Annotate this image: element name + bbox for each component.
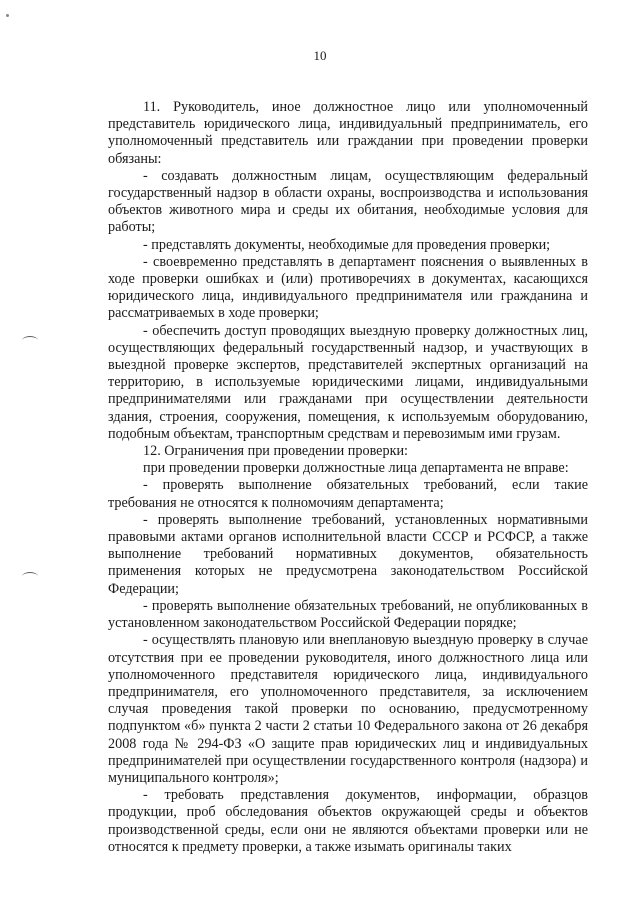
list-item-submit-documents: - представлять документы, необходимые для проведения проверки; — [143, 236, 551, 253]
scan-mark-top — [22, 336, 38, 345]
list-item-absence-inspection: - осуществлять плановую или внеплановую выездную проверку в случае отсутствия при ее проведении руководителя, иного должностного лица или уполномоченного представителя юридического лица, индивидуального предпринимателя, его уполномоченного представителя, за исключением случая проведения такой проверки по основанию, предусмотренному подпунктом «б» пункта 2 части 2 статьи 10 Федерального закона от 26 декабря 2008 года № 294-ФЗ «О защите прав юридических лиц и индивидуальных предпринимателей при осуществлении государственного контроля (надзора) и муниципального контроля»; — [108, 632, 588, 786]
list-item-explanations: - своевременно представлять в департамент пояснения о выявленных в ходе проверки ошибках и (или) противоречиях в документах, касающихся юридического лица, индивидуального предпринимателя или гражданина и рассматриваемых в ходе проверки; — [108, 253, 588, 322]
page-number: 10 — [313, 48, 327, 63]
list-item-ussr-acts: - проверять выполнение требований, установленных нормативными правовыми актами органов исполнительной власти СССР и РСФСР, а также выполнение требований нормативных документов, обязательность применения которых не предусмотрена законодательством Российской Федерации; — [108, 511, 588, 597]
list-item-check-mandatory: - проверять выполнение обязательных требований, если такие требования не относятся к полномочиям департамента; — [108, 477, 588, 511]
document-body — [108, 99, 588, 856]
list-item-provide-access: - обеспечить доступ проводящих выездную проверку должностных лиц, осуществляющих федеральный государственный надзор, и участвующих в выездной проверке экспертов, представителей экспертных организаций на территорию, в используемые юридическими лицами, индивидуальными предпринимателями или гражданами при осуществлении деятельности здания, строения, сооружения, помещения, к используемым оборудованию, подобным объектам, транспортным средствам и перевозимым ими грузам. — [108, 322, 588, 442]
list-item-unpublished: - проверять выполнение обязательных требований, не опубликованных в установленном законодательством Российской Федерации порядке; — [108, 597, 588, 632]
scan-speck — [6, 14, 9, 17]
list-item-request-documents: - требовать представления документов, информации, образцов продукции, проб обследования объектов окружающей среды и объектов производственной среды, если они не являются объектами проверки или не относятся к предмету проверки, а также изымать оригиналы таких — [108, 787, 588, 855]
scan-mark-bottom — [22, 572, 38, 581]
paragraph-12-heading: 12. Ограничения при проведении проверки: — [143, 443, 408, 460]
list-item-create-conditions: - создавать должностным лицам, осуществляющим федеральный государственный надзор в области охраны, воспроизводства и использования объектов животного мира и среды их обитания, необходимые условия для работы; — [108, 167, 588, 236]
paragraph-11-intro: 11. Руководитель, иное должностное лицо или уполномоченный представитель юридического лица, индивидуальный предприниматель, его уполномоченный представитель или граждании при проведении проверки обязаны: — [108, 99, 588, 167]
paragraph-12-intro: при проведении проверки должностные лица департамента не вправе: — [143, 460, 569, 477]
